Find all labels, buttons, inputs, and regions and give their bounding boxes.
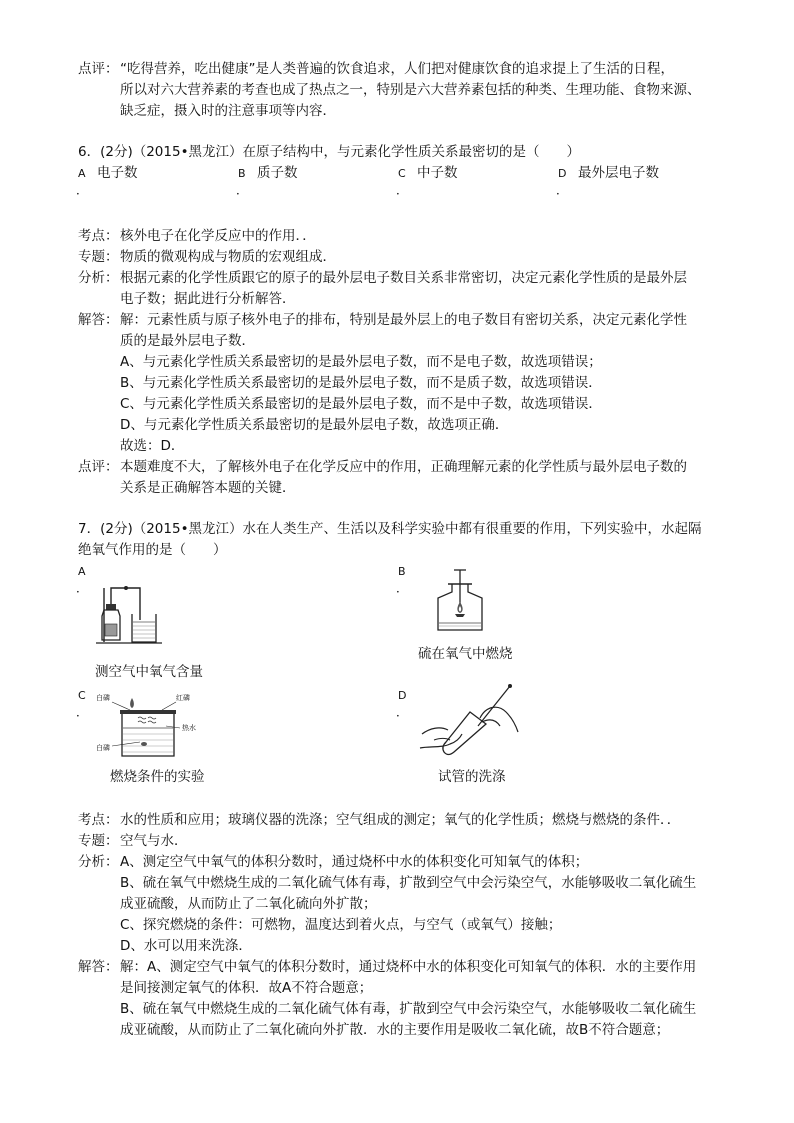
label-white-phosphorus-top: 白磷 xyxy=(96,694,110,702)
jieda-line-5: C、与元素化学性质关系最密切的是最外层电子数，而不是中子数，故选项错误． xyxy=(120,396,602,412)
option-dot: ． xyxy=(76,705,89,719)
option-letter: D xyxy=(558,167,567,180)
option-dot: ． xyxy=(76,581,89,595)
option-text: 质子数 xyxy=(257,165,298,181)
fenxi-line-1: 根据元素的化学性质跟它的原子的最外层电子数目关系非常密切，决定元素化学性质的是最外层 xyxy=(120,270,687,286)
jieda-line-6: D、与元素化学性质关系最密切的是最外层电子数，故选项正确． xyxy=(120,417,509,433)
diagram-air-oxygen-measurement xyxy=(96,580,178,650)
option-dot: ． xyxy=(396,183,409,197)
fenxi-line-2: B、硫在氧气中燃烧生成的二氧化硫气体有毒，扩散到空气中会污染空气，水能够吸收二氧化硫生 xyxy=(120,875,697,891)
option-letter: A xyxy=(78,565,86,578)
zhuanti-text: 物质的微观构成与物质的宏观组成． xyxy=(120,249,336,265)
jieda-line-2: 质的是最外层电子数． xyxy=(120,333,255,349)
jieda-line-3: B、硫在氧气中燃烧生成的二氧化硫气体有毒，扩散到空气中会污染空气，水能够吸收二氧化硫生 xyxy=(120,1001,697,1017)
comment-line-1: “吃得营养，吃出健康”是人类普遍的饮食追求，人们把对健康饮食的追求提上了生活的日程， xyxy=(120,61,674,77)
option-dot: ． xyxy=(76,183,89,197)
option-text: 中子数 xyxy=(417,165,458,181)
jieda-line-7: 故选：D． xyxy=(120,438,185,454)
zhuanti-text: 空气与水． xyxy=(120,833,188,849)
jieda-line-2: 是间接测定氧气的体积．故A不符合题意； xyxy=(120,980,373,996)
dianping-line-2: 关系是正确解答本题的关键． xyxy=(120,480,296,496)
fenxi-line-3: 成亚硫酸，从而防止了二氧化硫向外扩散； xyxy=(120,896,377,912)
dianping-line-1: 本题难度不大，了解核外电子在化学反应中的作用，正确理解元素的化学性质与最外层电子数的 xyxy=(120,459,687,475)
option-letter: D xyxy=(398,689,407,702)
diagram-test-tube-washing xyxy=(420,682,520,764)
option-letter: A xyxy=(78,167,86,180)
comment-label: 点评： xyxy=(78,61,119,77)
zhuanti-label: 专题： xyxy=(78,249,119,265)
option-dot: ． xyxy=(556,183,569,197)
question-6-stem: 6．(2分)（2015•黑龙江）在原子结构中，与元素化学性质关系最密切的是（ ） xyxy=(78,144,581,160)
option-letter: B xyxy=(238,167,246,180)
fenxi-line-2: 电子数；据此进行分析解答． xyxy=(120,291,296,307)
zhuanti-label: 专题： xyxy=(78,833,119,849)
diagram-sulfur-burning-in-oxygen xyxy=(430,566,492,636)
label-hot-water: 热水 xyxy=(182,724,196,732)
jieda-label: 解答： xyxy=(78,312,119,328)
option-text: 电子数 xyxy=(97,165,138,181)
fenxi-label: 分析： xyxy=(78,270,119,286)
kaodian-text: 水的性质和应用；玻璃仪器的洗涤；空气组成的测定；氧气的化学性质；燃烧与燃烧的条件．． xyxy=(120,812,681,828)
option-text: 最外层电子数 xyxy=(578,165,659,181)
option-dot: ． xyxy=(396,581,409,595)
jieda-line-3: A、与元素化学性质关系最密切的是最外层电子数，而不是电子数，故选项错误； xyxy=(120,354,602,370)
option-caption: 燃烧条件的实验 xyxy=(110,769,205,785)
jieda-line-4: B、与元素化学性质关系最密切的是最外层电子数，而不是质子数，故选项错误． xyxy=(120,375,602,391)
option-caption: 试管的洗涤 xyxy=(438,769,506,785)
comment-line-2: 所以对六大营养素的考查也成了热点之一，特别是六大营养素包括的种类、生理功能、食物来源、 xyxy=(120,82,701,98)
label-red-phosphorus: 红磷 xyxy=(176,694,190,702)
option-letter: C xyxy=(78,689,86,702)
option-dot: ． xyxy=(396,705,409,719)
kaodian-label: 考点： xyxy=(78,812,119,828)
jieda-line-4: 成亚硫酸，从而防止了二氧化硫向外扩散．水的主要作用是吸收二氧化硫，故B不符合题意； xyxy=(120,1022,670,1038)
label-white-phosphorus-bottom: 白磷 xyxy=(96,744,110,752)
comment-line-3: 缺乏症，摄入时的注意事项等内容． xyxy=(120,103,336,119)
fenxi-line-5: D、水可以用来洗涤． xyxy=(120,938,252,954)
kaodian-label: 考点： xyxy=(78,228,119,244)
jieda-line-1: 解：A、测定空气中氧气的体积分数时，通过烧杯中水的体积变化可知氧气的体积．水的主要作用 xyxy=(120,959,697,975)
option-letter: C xyxy=(398,167,406,180)
option-dot: ． xyxy=(236,183,249,197)
jieda-label: 解答： xyxy=(78,959,119,975)
kaodian-text: 核外电子在化学反应中的作用．． xyxy=(120,228,316,244)
option-caption: 测空气中氧气含量 xyxy=(95,664,203,680)
option-letter: B xyxy=(398,565,406,578)
dianping-label: 点评： xyxy=(78,459,119,475)
question-7-stem-line-1: 7．(2分)（2015•黑龙江）水在人类生产、生活以及科学实验中都有很重要的作用，下列实验中，水起隔 xyxy=(78,521,702,537)
fenxi-line-1: A、测定空气中氧气的体积分数时，通过烧杯中水的体积变化可知氧气的体积； xyxy=(120,854,589,870)
jieda-line-1: 解：元素性质与原子核外电子的排布，特别是最外层上的电子数目有密切关系，决定元素化学性 xyxy=(120,312,687,328)
fenxi-line-4: C、探究燃烧的条件：可燃物，温度达到着火点，与空气（或氧气）接触； xyxy=(120,917,562,933)
option-caption: 硫在氧气中燃烧 xyxy=(418,646,513,662)
fenxi-label: 分析： xyxy=(78,854,119,870)
diagram-combustion-conditions xyxy=(96,690,206,762)
question-7-stem-line-2: 绝氧气作用的是（ ） xyxy=(78,542,227,558)
